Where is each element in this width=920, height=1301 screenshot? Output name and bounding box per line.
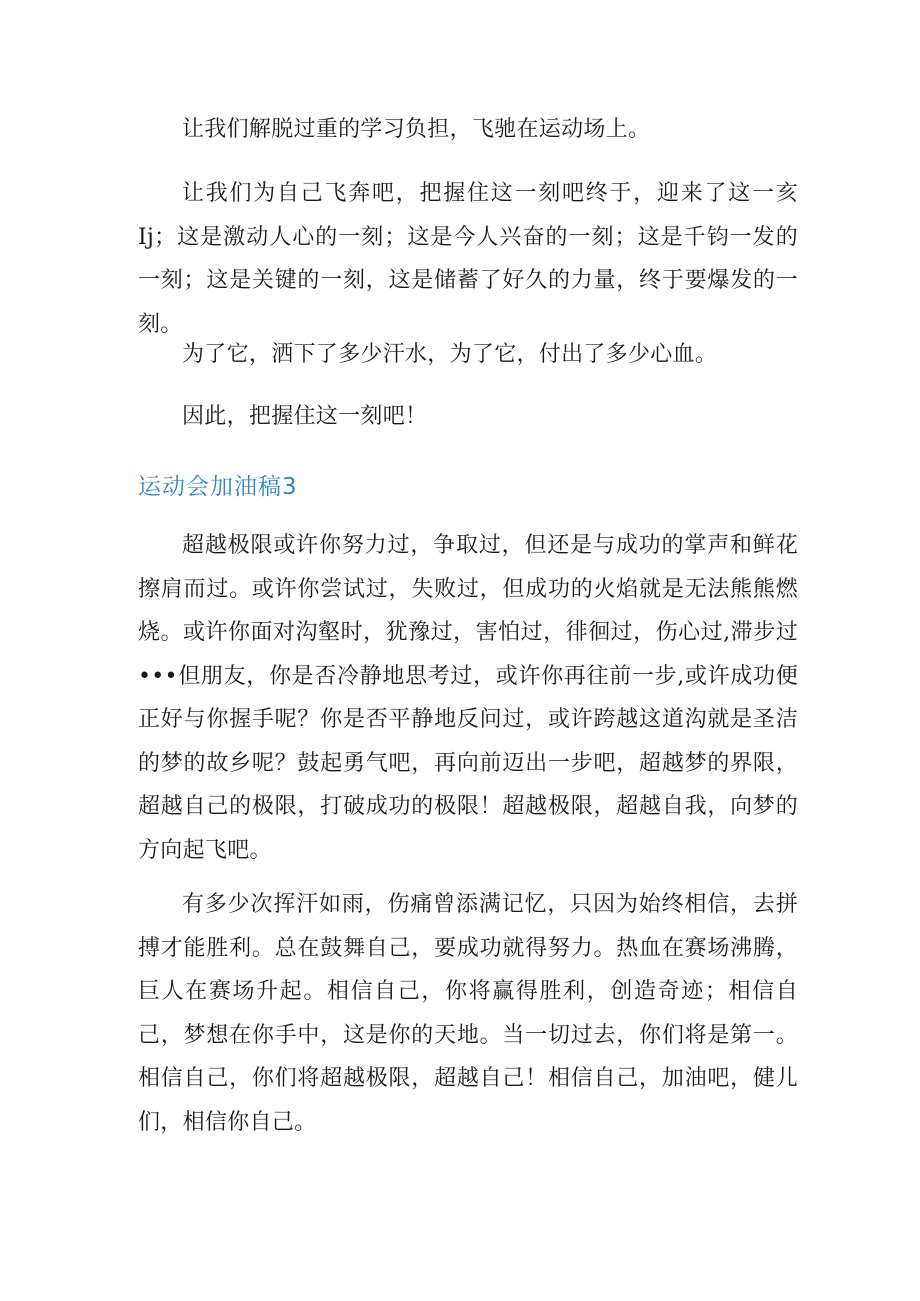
paragraph: 让我们为自己飞奔吧，把握住这一刻吧终于，迎来了这一亥Ij；这是激动人心的一刻；这是今人兴奋的一刻；这是千钧一发的一刻；这是关键的一刻，这是储蓄了好久的力量，终于要爆发的一刻。: [138, 181, 798, 337]
paragraph: 因此，把握住这一刻吧！: [182, 404, 428, 429]
paragraph: 超越极限或许你努力过，争取过，但还是与成功的掌声和鲜花擦肩而过。或许你尝试过，失败过，但成功的火焰就是无法熊熊燃烧。或许你面对沟壑时，犹豫过，害怕过，徘徊过，伤心过,滞步过•••但朋友，你是否冷静地思考过，或许你再往前一步,或许成功便正好与你握手呢？你是否平静地反问过，或许跨越这道沟就是圣洁的梦的故乡呢？鼓起勇气吧，再向前迈出一步吧，超越梦的界限，超越自己的极限，打破成功的极限！超越极限，超越自我，向梦的方向起飞吧。: [138, 533, 798, 863]
paragraph: 让我们解脱过重的学习负担，飞驰在运动场上。: [182, 117, 651, 142]
section-heading: 运动会加油稿3: [138, 474, 298, 500]
paragraph: 有多少次挥汗如雨，伤痛曾添满记忆，只因为始终相信，去拼搏才能胜利。总在鼓舞自己，要成功就得努力。热血在赛场沸腾，巨人在赛场升起。相信自己，你将赢得胜利，创造奇迹；相信自己，梦想在你手中，这是你的天地。当一切过去，你们将是第一。相信自己，你们将超越极限，超越自己！相信自己，加油吧，健儿们，相信你自己。: [138, 892, 798, 1135]
paragraph: 为了它，洒下了多少汗水，为了它，付出了多少心血。: [182, 342, 718, 367]
